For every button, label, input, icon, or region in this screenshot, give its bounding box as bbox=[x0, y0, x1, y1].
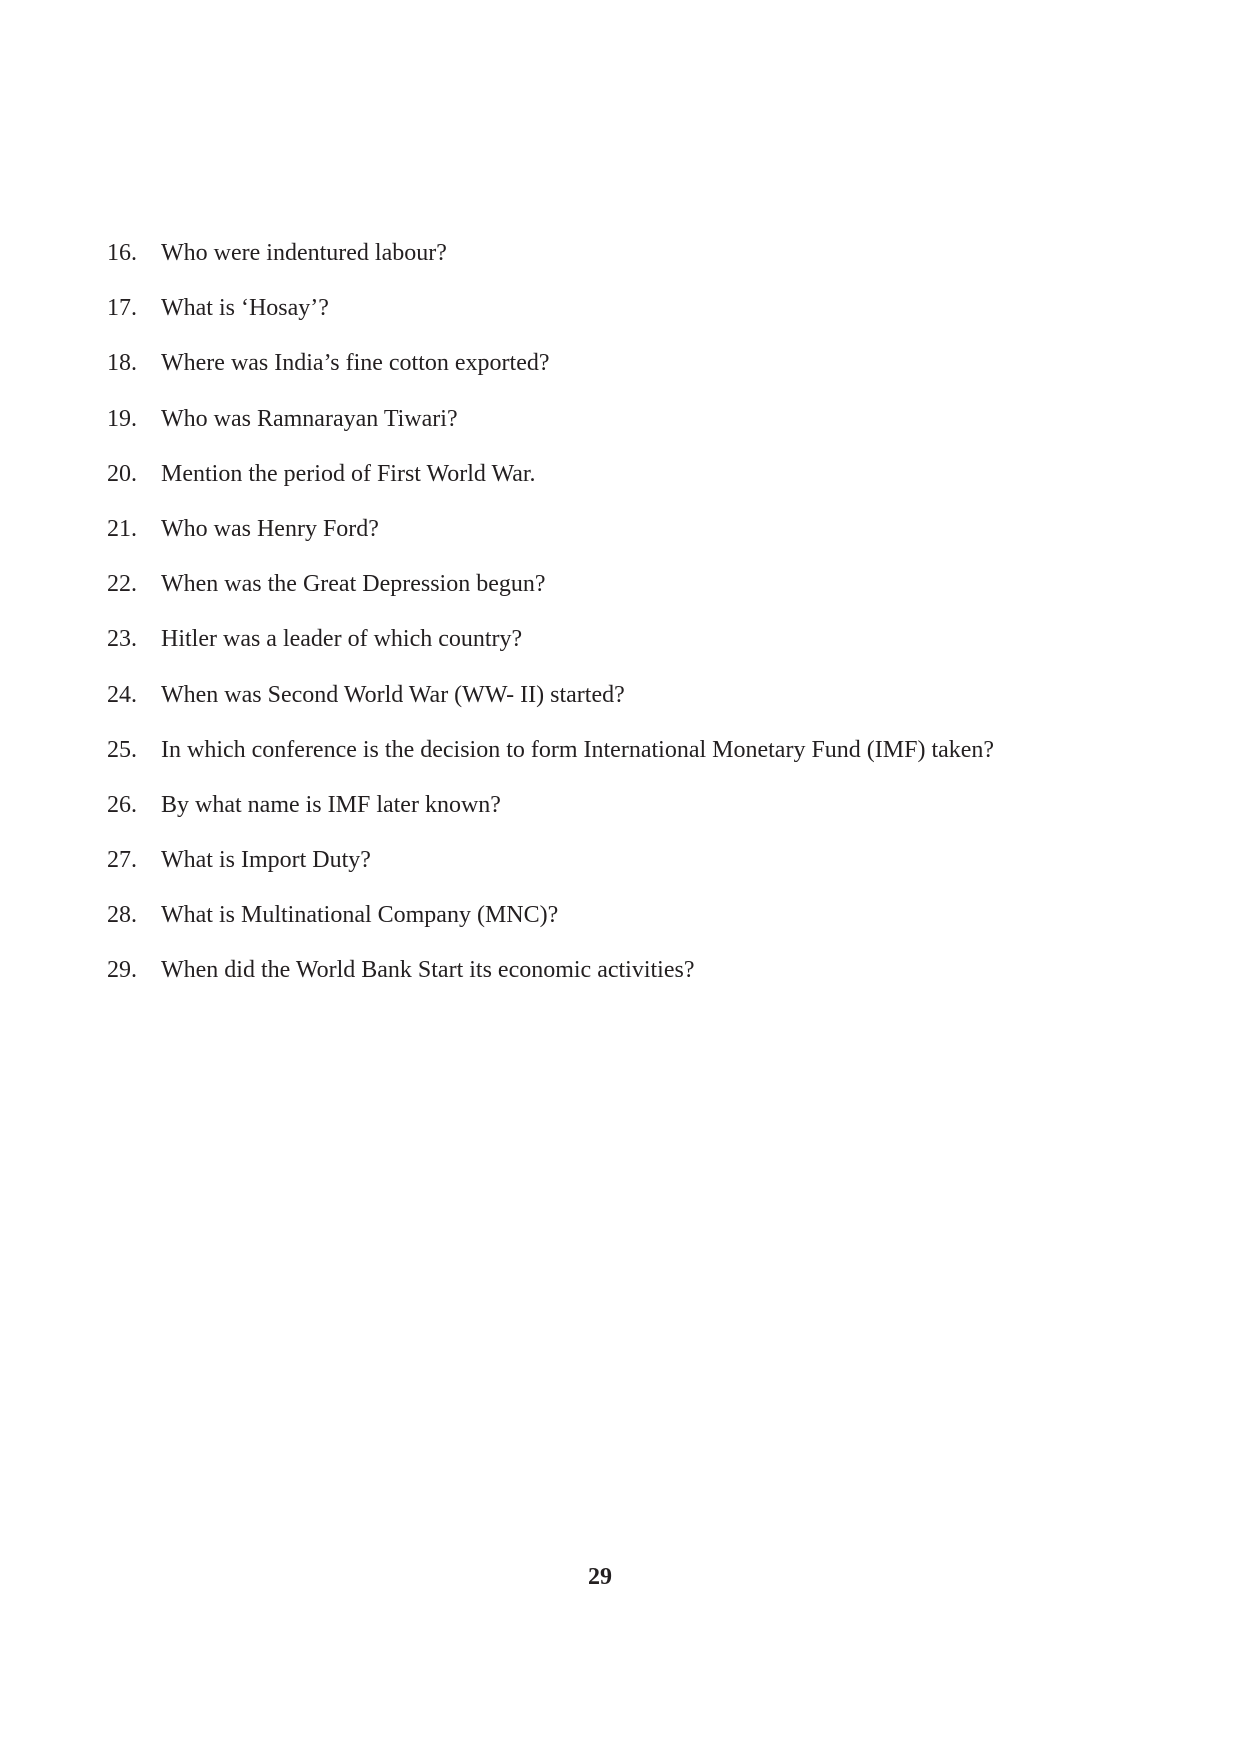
list-item bbox=[107, 404, 1127, 459]
list-item bbox=[107, 680, 1127, 735]
list-item bbox=[107, 569, 1127, 624]
question-text: Who was Henry Ford? bbox=[161, 515, 379, 542]
question-text: By what name is IMF later known? bbox=[161, 791, 501, 818]
list-item bbox=[107, 348, 1127, 403]
question-number: 28. bbox=[107, 902, 137, 929]
question-text: What is Multinational Company (MNC)? bbox=[161, 902, 559, 929]
question-number: 24. bbox=[107, 681, 137, 708]
page-number: 29 bbox=[588, 1564, 612, 1590]
question-text: What is Import Duty? bbox=[161, 847, 371, 874]
question-text: When was the Great Depression begun? bbox=[161, 571, 546, 598]
list-item bbox=[107, 293, 1127, 348]
question-number: 29. bbox=[107, 957, 137, 984]
question-text: Who were indentured labour? bbox=[161, 240, 447, 266]
question-number: 19. bbox=[107, 405, 137, 432]
question-number: 27. bbox=[107, 847, 137, 874]
question-number: 16. bbox=[107, 240, 137, 266]
question-number: 25. bbox=[107, 736, 137, 763]
question-text: Hitler was a leader of which country? bbox=[161, 626, 523, 653]
list-item bbox=[107, 845, 1127, 900]
list-item bbox=[107, 238, 1127, 293]
question-number: 21. bbox=[107, 515, 137, 542]
question-number: 23. bbox=[107, 626, 137, 653]
question-list bbox=[107, 238, 1127, 1011]
question-number: 26. bbox=[107, 791, 137, 818]
question-text: Who was Ramnarayan Tiwari? bbox=[161, 405, 458, 432]
question-text: In which conference is the decision to form International Monetary Fund (IMF) taken? bbox=[161, 736, 995, 763]
question-text: When did the World Bank Start its economic activities? bbox=[161, 957, 695, 984]
list-item bbox=[107, 624, 1127, 679]
question-number: 20. bbox=[107, 460, 137, 487]
list-item bbox=[107, 459, 1127, 514]
question-text: When was Second World War (WW- II) started? bbox=[161, 681, 625, 708]
list-item bbox=[107, 900, 1127, 955]
question-number: 17. bbox=[107, 295, 137, 322]
question-number: 18. bbox=[107, 350, 137, 377]
list-item bbox=[107, 955, 1127, 1010]
list-item bbox=[107, 735, 1127, 790]
list-item bbox=[107, 514, 1127, 569]
list-item bbox=[107, 790, 1127, 845]
question-number: 22. bbox=[107, 571, 137, 598]
question-text: What is ‘Hosay’? bbox=[161, 295, 329, 322]
question-text: Mention the period of First World War. bbox=[161, 460, 536, 487]
question-text: Where was India’s fine cotton exported? bbox=[161, 350, 550, 377]
